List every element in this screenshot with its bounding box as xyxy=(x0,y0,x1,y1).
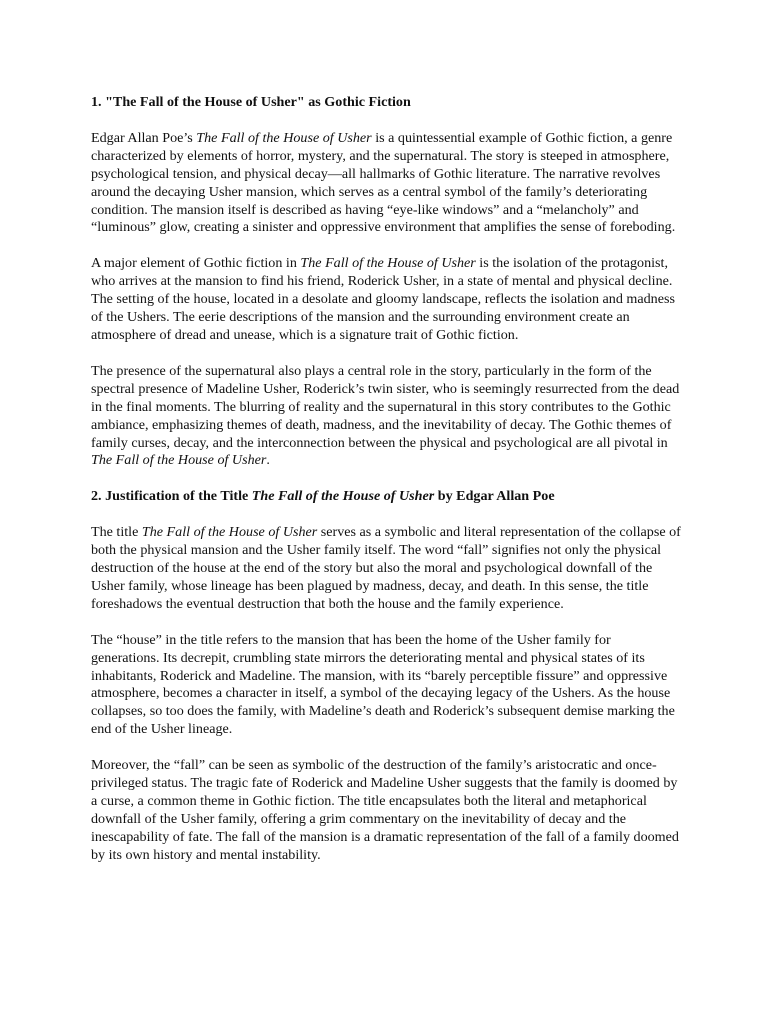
document-body xyxy=(91,94,681,865)
section-2-paragraph-3: Moreover, the “fall” can be seen as symbolic of the destruction of the family’s aristocratic and once-privileged status. The tragic fate of Roderick and Madeline Usher suggests that the family is doomed by a curse, a common theme in Gothic fiction. The title encapsulates both the literal and metaphorical downfall of the Usher family, offering a grim commentary on the inevitability of decay and the inescapability of fate. The fall of the mansion is a dramatic representation of the fall of a family doomed by its own history and mental instability. xyxy=(91,757,679,863)
title-italic: The Fall of the House of Usher xyxy=(91,452,267,469)
text-run: is a quintessential example of Gothic fiction, a genre characterized by elements of horror, mystery, and the supernatural. The story is steeped in atmosphere, psychological tension, and physical decay—all hallmarks of Gothic literature. The narrative revolves around the decaying Usher mansion, which serves as a central symbol of the family’s deteriorating condition. The mansion itself is described as having “eye-like windows” and a “melancholy” and “luminous” glow, creating a sinister and oppressive environment that amplifies the sense of foreboding. xyxy=(91,129,676,236)
section-2-paragraph-1 xyxy=(91,524,681,614)
text-run: by Edgar Allan Poe xyxy=(434,488,555,505)
title-italic: The Fall of the House of Usher xyxy=(196,129,372,146)
text-run: serves as a symbolic and literal representation of the collapse of both the physical mansion and the Usher family itself. The word “fall” signifies not only the physical destruction of the house at the end of the story but also the moral and psychological downfall of the Usher family, whose lineage has been plagued by madness, decay, and death. In this sense, the title foreshadows the eventual destruction that both the house and the family experience. xyxy=(91,524,681,612)
section-2-heading xyxy=(91,488,681,506)
text-run: 2. Justification of the Title xyxy=(91,488,252,505)
text-run: Edgar Allan Poe’s xyxy=(91,129,197,146)
title-italic: The Fall of the House of Usher xyxy=(251,488,435,505)
text-run: The presence of the supernatural also plays a central role in the story, particularly in the form of the spectral presence of Madeline Usher, Roderick’s twin sister, who is seemingly resurrected from the dead in the final moments. The blurring of reality and the supernatural in this story contributes to the Gothic ambiance, emphasizing themes of death, madness, and the inevitability of decay. The Gothic themes of family curses, decay, and the interconnection between the physical and psychological are all pivotal in xyxy=(91,362,680,451)
title-italic: The Fall of the House of Usher xyxy=(141,524,318,541)
text-run: A major element of Gothic fiction in xyxy=(91,255,301,272)
text-run: . xyxy=(266,452,270,469)
section-1-paragraph-1 xyxy=(91,130,681,237)
section-1-heading: 1. "The Fall of the House of Usher" as Gothic Fiction xyxy=(91,94,411,110)
section-1-paragraph-3 xyxy=(91,363,681,470)
section-1-paragraph-2 xyxy=(91,255,681,345)
text-run: The title xyxy=(91,524,142,541)
section-2-paragraph-2: The “house” in the title refers to the mansion that has been the home of the Usher family for generations. Its decrepit, crumbling state mirrors the deteriorating mental and physical states of its inhabitants, Roderick and Madeline. The mansion, with its “barely perceptible fissure” and oppressive atmosphere, becomes a character in itself, a symbol of the decaying legacy of the Ushers. As the house collapses, so too does the family, with Madeline’s death and Roderick’s subsequent demise marking the end of the Usher lineage. xyxy=(91,631,675,738)
title-italic: The Fall of the House of Usher xyxy=(300,255,476,272)
text-run: is the isolation of the protagonist, who arrives at the mansion to find his friend, Roderick Usher, in a state of mental and physical decline. The setting of the house, located in a desolate and gloomy landscape, reflects the isolation and madness of the Ushers. The eerie descriptions of the mansion and the surrounding environment create an atmosphere of dread and unease, which is a signature trait of Gothic fiction. xyxy=(91,255,675,343)
